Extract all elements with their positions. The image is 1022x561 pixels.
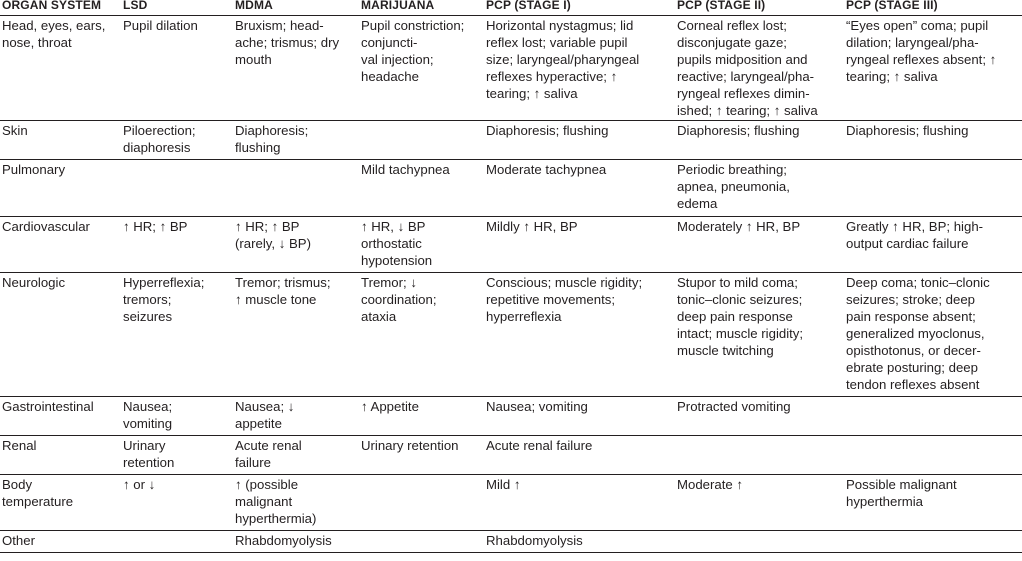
cell-mdma: ↑ (possible malignant hyperthermia) — [235, 477, 317, 526]
table-row — [0, 436, 1022, 475]
cell-mdma: Tremor; trismus; ↑ muscle tone — [235, 275, 331, 307]
cell-organ: Renal — [2, 438, 37, 453]
cell-marijuana: Pupil constriction; conjuncti- val injection; headache — [361, 18, 465, 84]
cell-pcp-stage-1: Horizontal nystagmus; lid reflex lost; variable pupil size; laryngeal/pharyngeal reflexes hyperactive; ↑ tearing; ↑ saliva — [486, 18, 640, 101]
table-header-row — [0, 0, 1022, 16]
header-marijuana: MARIJUANA — [361, 0, 435, 12]
table-row — [0, 531, 1022, 553]
cell-mdma: Bruxism; head- ache; trismus; dry mouth — [235, 18, 340, 67]
cell-marijuana: Urinary retention — [361, 438, 459, 453]
cell-marijuana: ↑ HR, ↓ BP orthostatic hypotension — [361, 219, 433, 268]
table-row — [0, 397, 1022, 436]
cell-lsd: Urinary retention — [123, 438, 175, 470]
cell-pcp-stage-2: Moderately ↑ HR, BP — [677, 219, 801, 234]
table-row — [0, 121, 1022, 160]
cell-organ: Other — [2, 533, 35, 548]
header-pcp-stage-2: PCP (STAGE II) — [677, 0, 766, 12]
cell-lsd: ↑ or ↓ — [123, 477, 156, 492]
cell-marijuana: ↑ Appetite — [361, 399, 419, 414]
cell-organ: Skin — [2, 123, 28, 138]
cell-pcp-stage-1: Diaphoresis; flushing — [486, 123, 609, 138]
header-lsd: LSD — [123, 0, 148, 12]
cell-organ: Neurologic — [2, 275, 66, 290]
cell-pcp-stage-2: Corneal reflex lost; disconjugate gaze; pupils midposition and reactive; laryngeal/pha- ryngeal reflexes dimin- ished; ↑ tearing; ↑ saliva — [677, 18, 818, 118]
table-row — [0, 273, 1022, 397]
cell-organ: Pulmonary — [2, 162, 66, 177]
cell-pcp-stage-1: Mildly ↑ HR, BP — [486, 219, 578, 234]
cell-pcp-stage-1: Conscious; muscle rigidity; repetitive movements; hyperreflexia — [486, 275, 643, 324]
cell-pcp-stage-1: Acute renal failure — [486, 438, 593, 453]
cell-marijuana: Tremor; ↓ coordination; ataxia — [361, 275, 437, 324]
table-row — [0, 160, 1022, 217]
cell-pcp-stage-2: Diaphoresis; flushing — [677, 123, 800, 138]
cell-mdma: Rhabdomyolysis — [235, 533, 332, 548]
cell-lsd: Nausea; vomiting — [123, 399, 173, 431]
cell-pcp-stage-2: Moderate ↑ — [677, 477, 743, 492]
cell-lsd: Hyperreflexia; tremors; seizures — [123, 275, 205, 324]
cell-lsd: ↑ HR; ↑ BP — [123, 219, 188, 234]
table-row — [0, 217, 1022, 273]
table-row — [0, 475, 1022, 531]
cell-pcp-stage-3: Deep coma; tonic–clonic seizures; stroke; deep pain response absent; generalized myoclonus, opisthotonus, or decer- ebrate posturing; deep tendon reflexes absent — [846, 275, 990, 392]
cell-pcp-stage-1: Rhabdomyolysis — [486, 533, 583, 548]
cell-pcp-stage-2: Stupor to mild coma; tonic–clonic seizures; deep pain response intact; muscle rigidity; muscle twitching — [677, 275, 804, 358]
header-pcp-stage-3: PCP (STAGE III) — [846, 0, 938, 12]
cell-mdma: Acute renal failure — [235, 438, 302, 470]
table-row — [0, 16, 1022, 121]
cell-pcp-stage-1: Mild ↑ — [486, 477, 521, 492]
cell-organ: Head, eyes, ears, nose, throat — [2, 18, 106, 50]
cell-organ: Cardiovascular — [2, 219, 90, 234]
header-pcp-stage-1: PCP (STAGE I) — [486, 0, 571, 12]
cell-lsd: Piloerection; diaphoresis — [123, 123, 196, 155]
cell-pcp-stage-2: Protracted vomiting — [677, 399, 791, 414]
header-organ-system: ORGAN SYSTEM — [2, 0, 102, 12]
cell-lsd: Pupil dilation — [123, 18, 198, 33]
cell-mdma: Nausea; ↓ appetite — [235, 399, 295, 431]
header-mdma: MDMA — [235, 0, 273, 12]
cell-pcp-stage-3: “Eyes open” coma; pupil dilation; laryngeal/pha- ryngeal reflexes absent; ↑ tearing; ↑ saliva — [846, 18, 997, 84]
cell-pcp-stage-3: Diaphoresis; flushing — [846, 123, 969, 138]
cell-pcp-stage-1: Moderate tachypnea — [486, 162, 607, 177]
cell-pcp-stage-3: Possible malignant hyperthermia — [846, 477, 957, 509]
cell-mdma: Diaphoresis; flushing — [235, 123, 309, 155]
cell-pcp-stage-1: Nausea; vomiting — [486, 399, 588, 414]
cell-pcp-stage-3: Greatly ↑ HR, BP; high- output cardiac failure — [846, 219, 984, 251]
cell-marijuana: Mild tachypnea — [361, 162, 450, 177]
cell-mdma: ↑ HR; ↑ BP (rarely, ↓ BP) — [235, 219, 311, 251]
cell-organ: Gastrointestinal — [2, 399, 94, 414]
cell-pcp-stage-2: Periodic breathing; apnea, pneumonia, edema — [677, 162, 790, 211]
cell-organ: Body temperature — [2, 477, 74, 509]
